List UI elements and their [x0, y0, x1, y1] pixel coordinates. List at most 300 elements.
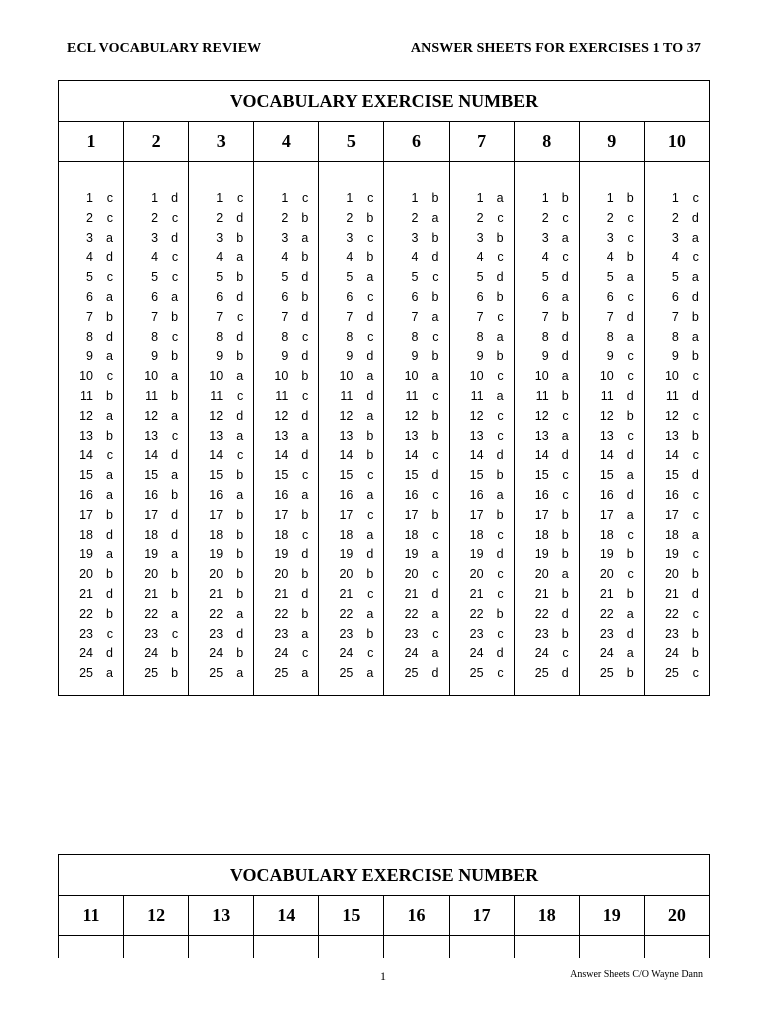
question-number: 13 — [339, 428, 354, 443]
answer-letter: b — [431, 191, 439, 205]
answer-letter: c — [367, 289, 374, 304]
answer-line — [254, 585, 318, 605]
answer-line — [254, 268, 318, 288]
answer-letter: b — [106, 567, 113, 582]
answer-line — [645, 308, 709, 328]
answer-letter: a — [626, 329, 634, 344]
answer-line — [645, 427, 709, 447]
question-number: 20 — [274, 567, 289, 582]
answer-line — [189, 387, 253, 407]
answer-letter: c — [562, 646, 569, 661]
question-number: 21 — [274, 586, 289, 601]
question-number: 17 — [274, 507, 289, 522]
answer-line — [384, 644, 448, 664]
question-number: 2 — [541, 210, 549, 225]
answer-letter: c — [367, 507, 374, 522]
question-number: 25 — [469, 666, 484, 681]
question-number: 5 — [281, 270, 289, 285]
question-number: 8 — [86, 329, 93, 344]
question-number: 12 — [534, 408, 549, 423]
answer-letter: b — [496, 606, 504, 621]
answer-letter: d — [691, 388, 699, 403]
answer-line — [384, 347, 448, 367]
question-number: 20 — [339, 567, 354, 582]
answer-letter: b — [171, 309, 179, 324]
question-number: 16 — [274, 487, 289, 502]
question-number: 10 — [404, 369, 419, 384]
answer-line — [319, 486, 383, 506]
question-number: 15 — [469, 468, 484, 483]
answer-letter: c — [432, 626, 439, 641]
answer-line — [254, 427, 318, 447]
answer-line — [254, 446, 318, 466]
question-number: 9 — [671, 349, 679, 364]
question-number: 14 — [79, 448, 93, 463]
answer-letter: b — [366, 567, 374, 582]
answer-line — [319, 367, 383, 387]
answer-letter: c — [497, 586, 504, 601]
answer-line — [254, 644, 318, 664]
answer-letter: c — [106, 448, 113, 463]
exercise-number-cell: 7 — [449, 122, 514, 161]
question-number: 13 — [79, 428, 93, 443]
answer-letter: b — [366, 250, 374, 265]
answer-letter: b — [626, 586, 634, 601]
answer-line — [580, 664, 644, 684]
answer-letter: b — [431, 289, 439, 304]
answer-line — [59, 288, 123, 308]
answer-line — [645, 288, 709, 308]
answer-line — [254, 288, 318, 308]
answer-column — [123, 162, 188, 695]
question-number: 9 — [541, 349, 549, 364]
answer-line — [645, 565, 709, 585]
answer-letter: a — [106, 408, 113, 423]
answer-column — [253, 162, 318, 695]
answer-line — [254, 367, 318, 387]
answer-letter: a — [626, 270, 634, 285]
answer-line — [59, 367, 123, 387]
answer-letter: a — [236, 666, 244, 681]
answer-letter: b — [561, 626, 569, 641]
answer-letter: d — [431, 468, 439, 483]
question-number: 6 — [541, 289, 549, 304]
answer-line — [450, 644, 514, 664]
answer-letter: c — [497, 408, 504, 423]
answer-letter: d — [626, 626, 634, 641]
answer-letter: b — [496, 289, 504, 304]
question-number: 6 — [346, 289, 354, 304]
answer-line — [319, 347, 383, 367]
answer-letter: c — [236, 191, 244, 205]
answer-line — [580, 288, 644, 308]
answer-line — [189, 367, 253, 387]
answer-letter: a — [431, 309, 439, 324]
question-number: 23 — [79, 626, 93, 641]
answer-letter: a — [106, 468, 113, 483]
answer-letter: a — [431, 369, 439, 384]
question-number: 3 — [541, 230, 549, 245]
answer-line — [319, 605, 383, 625]
answer-line — [515, 486, 579, 506]
answer-line — [319, 248, 383, 268]
answer-letter: a — [691, 270, 699, 285]
answer-letter: a — [236, 428, 244, 443]
answer-letter: b — [301, 369, 309, 384]
answer-line — [450, 565, 514, 585]
question-number: 21 — [599, 586, 614, 601]
answer-line — [124, 427, 188, 447]
answer-line — [384, 545, 448, 565]
question-number: 9 — [476, 349, 484, 364]
answer-letter: a — [691, 329, 699, 344]
exercise-number-cell: 19 — [579, 896, 644, 935]
answer-line — [254, 545, 318, 565]
answer-line — [189, 466, 253, 486]
answer-line — [384, 209, 448, 229]
answer-line — [254, 605, 318, 625]
answer-letter: d — [301, 586, 309, 601]
answer-line — [580, 427, 644, 447]
answer-letter: c — [302, 329, 309, 344]
answer-letter: b — [626, 666, 634, 681]
answer-line — [319, 387, 383, 407]
answer-letter: b — [171, 349, 179, 364]
answer-line — [254, 248, 318, 268]
answer-line — [450, 526, 514, 546]
question-number: 12 — [209, 408, 224, 423]
answer-line — [515, 248, 579, 268]
answer-line — [645, 229, 709, 249]
answer-line — [189, 209, 253, 229]
question-number: 3 — [281, 230, 289, 245]
answer-letter: c — [562, 250, 569, 265]
answer-line — [645, 268, 709, 288]
question-number: 10 — [534, 369, 549, 384]
answer-line — [189, 506, 253, 526]
answer-line — [384, 565, 448, 585]
answer-line — [59, 268, 123, 288]
question-number: 21 — [209, 586, 224, 601]
question-number: 14 — [144, 448, 159, 463]
exercise-number-cell: 10 — [644, 122, 709, 161]
question-number: 25 — [339, 666, 354, 681]
answer-line — [645, 625, 709, 645]
answer-line — [59, 347, 123, 367]
answer-line — [645, 545, 709, 565]
answer-letter: b — [366, 428, 374, 443]
question-number: 6 — [281, 289, 289, 304]
question-number: 17 — [79, 507, 93, 522]
answer-column — [449, 162, 514, 695]
answer-line — [384, 526, 448, 546]
question-number: 17 — [534, 507, 549, 522]
question-number: 19 — [404, 547, 419, 562]
answer-letter: c — [562, 210, 569, 225]
answer-line — [515, 387, 579, 407]
answer-line — [515, 565, 579, 585]
answer-letter: c — [692, 606, 699, 621]
answer-line — [450, 387, 514, 407]
answer-letter: a — [171, 606, 179, 621]
question-number: 4 — [606, 250, 614, 265]
question-number: 5 — [671, 270, 679, 285]
answer-letter: b — [691, 349, 699, 364]
answer-line — [189, 288, 253, 308]
answer-letter: a — [561, 567, 569, 582]
question-number: 6 — [671, 289, 679, 304]
answer-line — [189, 565, 253, 585]
answer-letter: a — [106, 289, 113, 304]
answer-line — [254, 308, 318, 328]
answer-column — [449, 936, 514, 958]
question-number: 8 — [151, 329, 159, 344]
answer-line — [254, 625, 318, 645]
answer-line — [645, 446, 709, 466]
question-number: 24 — [274, 646, 289, 661]
question-number: 21 — [664, 586, 679, 601]
answer-letter: c — [367, 586, 374, 601]
question-number: 12 — [404, 408, 419, 423]
answer-line — [319, 625, 383, 645]
exercise-number-cell: 18 — [514, 896, 579, 935]
answer-line — [580, 565, 644, 585]
answer-letter: b — [236, 507, 244, 522]
answer-line — [59, 545, 123, 565]
question-number: 14 — [599, 448, 614, 463]
question-number: 2 — [411, 210, 419, 225]
answer-letter: c — [497, 567, 504, 582]
answer-letter: b — [301, 289, 309, 304]
answer-line — [254, 387, 318, 407]
question-number: 6 — [606, 289, 614, 304]
answer-line — [580, 466, 644, 486]
answer-line — [515, 209, 579, 229]
answer-line — [59, 664, 123, 684]
question-number: 7 — [86, 309, 93, 324]
question-number: 11 — [405, 388, 419, 403]
answer-line — [124, 308, 188, 328]
question-number: 7 — [541, 309, 549, 324]
question-number: 14 — [664, 448, 679, 463]
answer-line — [59, 605, 123, 625]
answer-letter: b — [171, 666, 179, 681]
question-number: 8 — [281, 329, 289, 344]
answer-line — [189, 229, 253, 249]
answer-line — [189, 407, 253, 427]
answer-letter: b — [106, 428, 113, 443]
answer-line — [580, 189, 644, 209]
answer-letter: b — [626, 250, 634, 265]
question-number: 5 — [216, 270, 224, 285]
question-number: 11 — [145, 388, 159, 403]
question-number: 15 — [274, 468, 289, 483]
answer-letter: a — [561, 428, 569, 443]
answer-letter: c — [692, 448, 699, 463]
question-number: 1 — [606, 191, 614, 205]
answer-line — [254, 526, 318, 546]
answer-line — [189, 625, 253, 645]
question-number: 10 — [79, 369, 93, 384]
question-number: 9 — [606, 349, 614, 364]
answer-line — [515, 268, 579, 288]
answer-line — [384, 427, 448, 447]
answer-line — [515, 446, 579, 466]
question-number: 16 — [664, 487, 679, 502]
answer-line — [384, 585, 448, 605]
answer-line — [59, 308, 123, 328]
question-number: 20 — [599, 567, 614, 582]
answer-line — [645, 466, 709, 486]
answer-line — [580, 387, 644, 407]
answer-letter: b — [301, 567, 309, 582]
answer-line — [319, 526, 383, 546]
question-number: 16 — [404, 487, 419, 502]
question-number: 9 — [86, 349, 93, 364]
answer-letter: d — [301, 270, 309, 285]
answer-line — [124, 288, 188, 308]
question-number: 1 — [476, 191, 484, 205]
question-number: 14 — [274, 448, 289, 463]
answer-line — [254, 328, 318, 348]
question-number: 23 — [274, 626, 289, 641]
question-number: 13 — [274, 428, 289, 443]
answer-letter: a — [626, 507, 634, 522]
question-number: 2 — [281, 210, 289, 225]
answer-letter: b — [236, 646, 244, 661]
question-number: 17 — [404, 507, 419, 522]
answer-column — [383, 936, 448, 958]
answer-line — [450, 209, 514, 229]
answer-letter: a — [171, 547, 179, 562]
answer-letter: a — [366, 527, 374, 542]
question-number: 4 — [411, 250, 419, 265]
answer-letter: d — [301, 309, 309, 324]
exercise-number-cell: 14 — [253, 896, 318, 935]
answer-line — [384, 605, 448, 625]
answer-line — [384, 664, 448, 684]
answer-letter: c — [627, 210, 634, 225]
question-number: 12 — [144, 408, 159, 423]
question-number: 16 — [469, 487, 484, 502]
question-number: 15 — [79, 468, 93, 483]
answer-letter: b — [106, 606, 113, 621]
question-number: 11 — [470, 388, 484, 403]
answer-line — [189, 486, 253, 506]
question-number: 14 — [339, 448, 354, 463]
question-number: 20 — [404, 567, 419, 582]
answer-line — [59, 625, 123, 645]
answer-line — [515, 644, 579, 664]
answer-letter: b — [236, 349, 244, 364]
question-number: 7 — [411, 309, 419, 324]
exercise-number-row — [59, 896, 709, 936]
answer-line — [124, 545, 188, 565]
answer-letter: a — [236, 250, 244, 265]
question-number: 4 — [541, 250, 549, 265]
question-number: 19 — [664, 547, 679, 562]
answer-letter: d — [561, 349, 569, 364]
question-number: 5 — [86, 270, 93, 285]
answer-line — [254, 664, 318, 684]
answer-line — [189, 347, 253, 367]
answer-letter: b — [561, 191, 569, 205]
answer-line — [450, 625, 514, 645]
question-number: 22 — [404, 606, 419, 621]
answer-letter: c — [692, 547, 699, 562]
answers-row — [59, 162, 709, 695]
answer-line — [254, 407, 318, 427]
answer-line — [580, 526, 644, 546]
answer-line — [580, 407, 644, 427]
question-number: 19 — [209, 547, 224, 562]
question-number: 9 — [411, 349, 419, 364]
question-number: 13 — [664, 428, 679, 443]
answer-line — [59, 229, 123, 249]
question-number: 20 — [534, 567, 549, 582]
answer-letter: c — [627, 349, 634, 364]
answer-letter: a — [106, 349, 113, 364]
question-number: 25 — [209, 666, 224, 681]
question-number: 15 — [664, 468, 679, 483]
question-number: 19 — [534, 547, 549, 562]
question-number: 12 — [79, 408, 93, 423]
exercise-number-cell: 1 — [86, 131, 96, 151]
answer-line — [645, 367, 709, 387]
question-number: 1 — [86, 191, 93, 205]
question-number: 2 — [216, 210, 224, 225]
question-number: 24 — [209, 646, 224, 661]
answer-column — [514, 162, 579, 695]
answer-line — [124, 644, 188, 664]
answer-line — [319, 328, 383, 348]
question-number: 11 — [600, 388, 614, 403]
answer-letter: c — [627, 428, 634, 443]
answer-letter: a — [561, 289, 569, 304]
answer-letter: a — [106, 666, 113, 681]
answer-line — [450, 189, 514, 209]
answer-line — [189, 585, 253, 605]
question-number: 3 — [476, 230, 484, 245]
answer-letter: a — [366, 666, 374, 681]
answer-line — [59, 328, 123, 348]
answer-line — [384, 367, 448, 387]
answer-letter: d — [301, 408, 309, 423]
question-number: 5 — [411, 270, 419, 285]
answer-letter: c — [497, 369, 504, 384]
answer-letter: d — [236, 329, 244, 344]
answer-letter: a — [626, 468, 634, 483]
question-number: 22 — [144, 606, 159, 621]
answer-line — [124, 248, 188, 268]
question-number: 14 — [209, 448, 224, 463]
question-number: 25 — [599, 666, 614, 681]
answer-letter: b — [431, 349, 439, 364]
answer-letter: c — [432, 487, 439, 502]
answer-line — [124, 268, 188, 288]
answer-line — [384, 506, 448, 526]
answer-column — [318, 936, 383, 958]
answer-line — [124, 585, 188, 605]
answer-letter: c — [302, 527, 309, 542]
answer-line — [59, 248, 123, 268]
answer-line — [450, 486, 514, 506]
answer-line — [450, 248, 514, 268]
answer-letter: d — [496, 270, 504, 285]
answer-letter: b — [171, 646, 179, 661]
answer-letter: d — [431, 586, 439, 601]
answer-line — [580, 506, 644, 526]
